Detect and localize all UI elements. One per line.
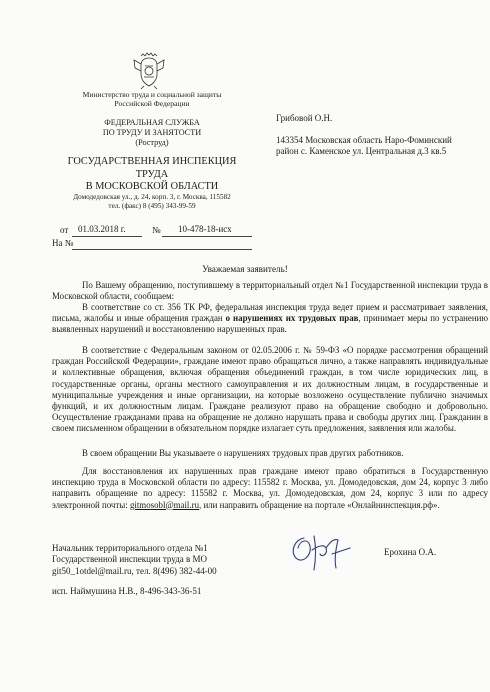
recipient-block (276, 113, 488, 157)
agency-line-1: ФЕДЕРАЛЬНАЯ СЛУЖБА (104, 118, 200, 127)
signatory-title-line-1: Начальник территориального отдела №1 (52, 543, 208, 553)
signatory-contacts: git50_1otdel@mail.ru, тел. 8(496) 382-44-00 (52, 565, 217, 576)
outgoing-date: 01.03.2018 г. (78, 224, 126, 234)
paragraph-2-text (52, 302, 488, 336)
paragraph-4-text: В своем обращении Вы указываете о нарушениях трудовых прав других работников. (82, 448, 404, 458)
ministry-line-2: Российской Федерации (114, 99, 190, 109)
ministry-name (76, 90, 228, 109)
paragraph-4 (52, 448, 488, 459)
paragraph-5-text (52, 466, 488, 511)
address-line-2: тел. (факс) 8 (495) 343-99-59 (108, 202, 196, 210)
recipient-address-line-2: район с. Каменское ул. Центральная д.3 кв.5 (276, 146, 447, 156)
salutation: Уважаемая заявитель! (202, 264, 288, 274)
outgoing-number: 10-478-18-исх (178, 224, 232, 234)
paragraph-5-end: , или направить обращение на портале «Онлайнинспекция.рф». (199, 499, 440, 510)
reply-underline (72, 249, 252, 250)
paragraph-5-start: Для восстановления их нарушенных прав граждане имеют право обратиться в Государственную инспекцию труда в Московской области по адресу: 115582 г. Москва, ул. Домодедовская, дом 24, корпус 3 либо направить обращение по адресу: 115582 г. Москва, ул. Домодедовская, дом 24, корпус 3 или по адресу электронной почты: (52, 466, 488, 510)
from-label: от (60, 225, 69, 235)
paragraph-5 (52, 466, 488, 511)
paragraph-3 (52, 345, 488, 435)
recipient-address-line-1: 143354 Московская область Наро-Фоминский (276, 135, 452, 145)
signatory-title-line-2: Государственной инспекции труда в МО (52, 554, 208, 565)
paragraph-2-end: , принимает меры по устранению выявленных нарушений и восстановлению нарушенных прав. (52, 313, 488, 335)
reply-label: На № (52, 238, 74, 248)
inspection-name (52, 156, 252, 194)
date-underline (72, 236, 142, 237)
agency-short-name: (Роструд) (135, 137, 169, 147)
coat-of-arms-emblem-icon (132, 52, 166, 90)
paragraph-2-emphasis: о нарушениях их трудовых прав (225, 313, 359, 324)
agency-line-2: ПО ТРУДУ И ЗАНЯТОСТИ (102, 127, 202, 137)
inspection-line-2: В МОСКОВСКОЙ ОБЛАСТИ (85, 181, 219, 192)
inspection-line-1: ГОСУДАРСТВЕННАЯ ИНСПЕКЦИЯ ТРУДА (67, 156, 237, 180)
number-label: № (152, 225, 161, 235)
number-underline (162, 236, 252, 237)
address-line-1: Домодедовская ул., д. 24, корп. 3, г. Москва, 115582 (73, 193, 231, 201)
recipient-name: Грибовой О.Н. (276, 113, 333, 123)
signatory-title (52, 543, 217, 577)
paragraph-2-start: В соответствие со ст. 356 ТК РФ, федеральная инспекция труда ведет прием и рассматривает заявления, письма, жалобы и иные обращения граждан (52, 302, 488, 324)
paragraph-1-text: По Вашему обращению, поступившему в территориальный отдел №1 Государственной инспекции труда в Московской области, сообщаем: (52, 280, 488, 302)
paragraph-3-text: В соответствие с Федеральным законом от 02.05.2006 г. № 59-ФЗ «О порядке рассмотрения обращений граждан Российской Федерации», граждане имеют право обращаться лично, а также направлять индивидуальные и коллективные обращения, включая обращения объединений граждан, в том числе юридических лиц, в государственные органы, органы местного самоуправления и их должностным лицам, в государственные и муниципальные учреждения и иные организации, на которые возложено осуществление публично значимых функций, и их должностным лицам. Граждане реализуют право на обращение свободно и добровольно. Осуществление гражданами права на обращение не должно нарушать права и свободы других лиц. Гражданин в своем письменном обращении в обязательном порядке излагает суть предложения, заявления или жалобы. (52, 345, 488, 434)
executor-info: исп. Наймушина Н.В., 8-496-343-36-51 (52, 586, 202, 596)
ministry-line-1: Министерство труда и социальной защиты (82, 90, 222, 99)
paragraph-2 (52, 302, 488, 336)
email-link[interactable]: gitmosobl@mail.ru (129, 499, 200, 510)
paragraph-1 (52, 280, 488, 302)
inspection-address (60, 193, 244, 211)
agency-name (82, 118, 222, 147)
signer-name: Ерохина О.А. (384, 547, 437, 557)
handwritten-signature (286, 528, 354, 574)
